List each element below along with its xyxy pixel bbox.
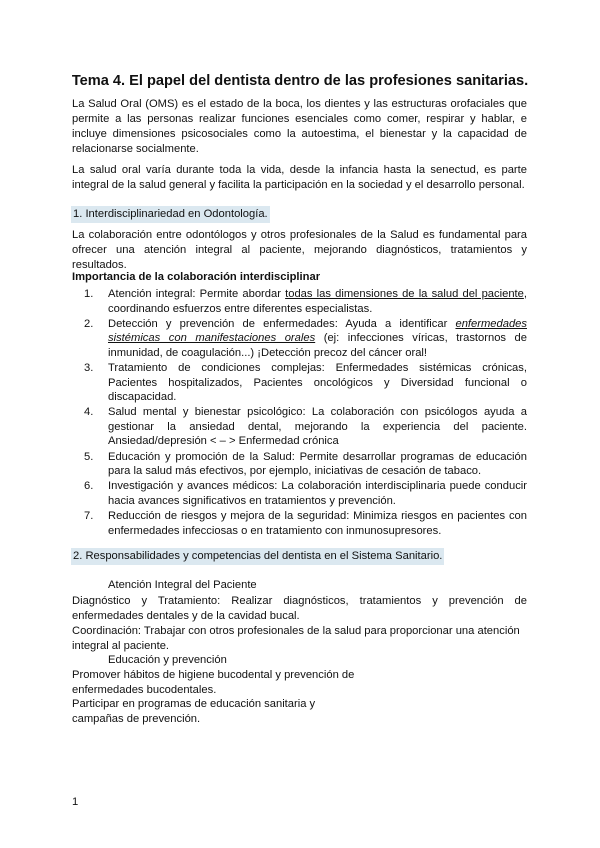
underlined-phrase: todas las dimensiones de la salud del paciente xyxy=(285,288,524,300)
list-item-number: 5. xyxy=(84,450,94,463)
section-1-heading: 1. Interdisciplinariedad en Odontología. xyxy=(71,206,270,223)
list-item-text: , coordinando esfuerzos entre diferentes especialistas. xyxy=(108,288,527,315)
educacion-prevencion-title: Educación y prevención xyxy=(108,654,227,666)
section-2-heading: 2. Responsabilidades y competencias del dentista en el Sistema Sanitario. xyxy=(71,548,444,565)
list-item-number: 1. xyxy=(84,288,94,300)
page-number: 1 xyxy=(72,796,79,808)
list-item xyxy=(84,405,527,449)
diagnostico-paragraph: Diagnóstico y Tratamiento: Realizar diagnósticos, tratamientos y prevención de enfermedades dentales y de la cavidad bucal. xyxy=(72,595,527,622)
list-item-text: Reducción de riesgos y mejora de la seguridad: Minimiza riesgos en pacientes con enfermedades infecciosas o en tratamiento con inmunosupresores. xyxy=(108,510,527,537)
list-item-text: Atención integral: Permite abordar xyxy=(108,288,286,300)
list-item-text: Tratamiento de condiciones complejas: Enfermedades sistémicas crónicas, Pacientes hospitalizados, Pacientes oncológicos y Diversidad funcional o discapacidad. xyxy=(108,362,527,404)
promover-line-1: Promover hábitos de higiene bucodental y prevención de xyxy=(72,669,355,681)
importance-subheading: Importancia de la colaboración interdisciplinar xyxy=(72,271,321,283)
section-1-paragraph: La colaboración entre odontólogos y otros profesionales de la Salud es fundamental para ofrecer una atención integral al paciente, mejorando diagnósticos, tratamientos y resultados. xyxy=(72,229,527,271)
list-item xyxy=(84,450,527,479)
list-item xyxy=(84,287,527,316)
list-item-number: 4. xyxy=(84,406,94,419)
list-item-text: Educación y promoción de la Salud: Permite desarrollar programas de educación para la salud más efectivos, por ejemplo, iniciativas de cesación de tabaco. xyxy=(108,450,527,478)
list-item xyxy=(84,509,527,538)
list-item-number: 3. xyxy=(84,362,94,375)
list-item-number: 6. xyxy=(84,480,94,493)
list-item-text: Detección y prevención de enfermedades: Ayuda a identificar xyxy=(108,317,456,330)
importance-list xyxy=(84,287,527,539)
intro-paragraph-2: La salud oral varía durante toda la vida, desde la infancia hasta la senectud, es parte integral de la salud general y facilita la participación en la sociedad y el desarrollo personal. xyxy=(72,164,527,191)
list-item-number: 7. xyxy=(84,510,94,523)
participar-line-2: campañas de prevención. xyxy=(72,713,201,725)
list-item xyxy=(84,479,527,508)
atencion-integral-title: Atención Integral del Paciente xyxy=(108,579,257,591)
list-item xyxy=(84,317,527,361)
list-item xyxy=(84,361,527,405)
document-title: Tema 4. El papel del dentista dentro de las profesiones sanitarias. xyxy=(71,73,529,89)
underlined-italic-phrase: enfermedades sistémicas con manifestaciones orales xyxy=(108,317,527,345)
intro-paragraph-1: La Salud Oral (OMS) es el estado de la boca, los dientes y las estructuras orofaciales que permite a las personas realizar funciones esenciales como comer, respirar y hablar, e incluye dimensiones psicosociales como la autoestima, el bienestar y la capacidad de relacionarse socialmente. xyxy=(72,98,527,155)
coordinacion-paragraph: Coordinación: Trabajar con otros profesionales de la salud para proporcionar una atención integral al paciente. xyxy=(72,625,520,652)
participar-line-1: Participar en programas de educación sanitaria y xyxy=(72,698,316,710)
list-item-text: Salud mental y bienestar psicológico: La colaboración con psicólogos ayuda a gestionar la ansiedad dental, mejorando la experiencia del paciente. Ansiedad/depresión < – > Enfermedad crónica xyxy=(108,406,527,448)
list-item-text: Investigación y avances médicos: La colaboración interdisciplinaria puede conducir hacia avances significativos en tratamientos y prevención. xyxy=(108,480,527,507)
list-item-text: (ej: infecciones víricas, trastornos de inmunidad, de coagulación...) ¡Detección precoz del cáncer oral! xyxy=(108,332,527,359)
promover-line-2: enfermedades bucodentales. xyxy=(72,684,217,696)
list-item-number: 2. xyxy=(84,317,94,330)
